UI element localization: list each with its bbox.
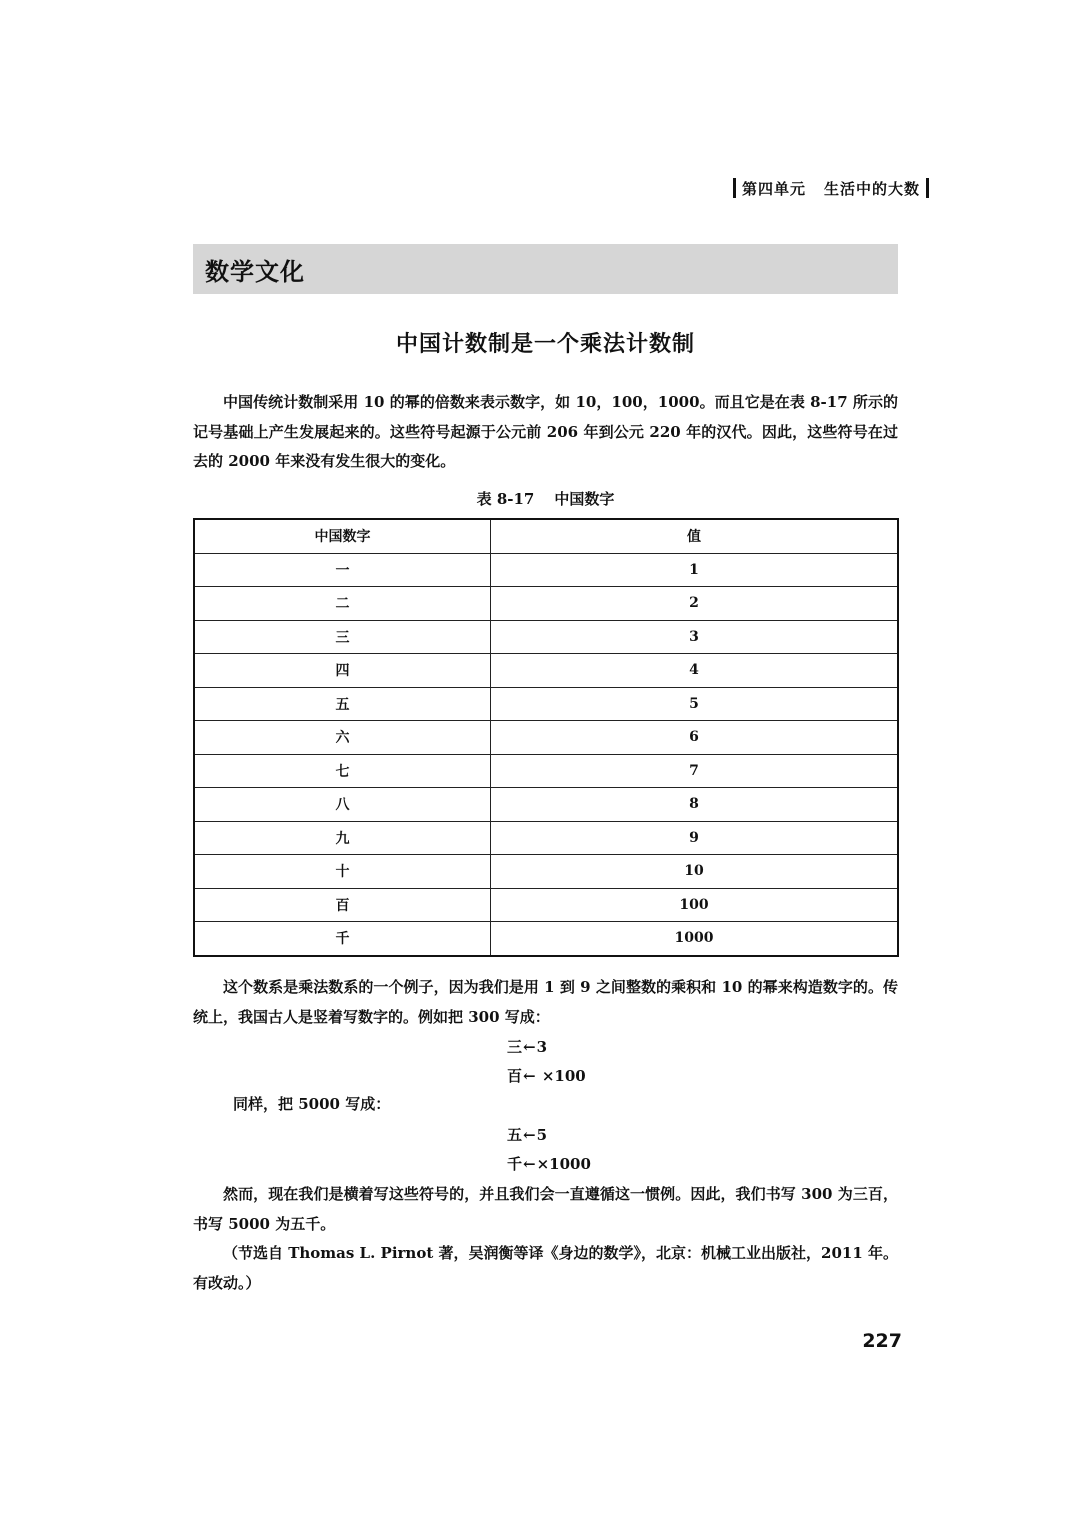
table-row xyxy=(194,855,898,889)
numeral-cell: 一 xyxy=(194,553,491,587)
table-row xyxy=(194,687,898,721)
table-row xyxy=(194,754,898,788)
value-cell: 100 xyxy=(491,888,899,922)
numeral-cell: 七 xyxy=(194,754,491,788)
example-5000-line-2 xyxy=(507,1153,591,1174)
similarly-paragraph: 同样，把 5000 写成： xyxy=(233,1095,391,1113)
value-cell: 1000 xyxy=(491,922,899,956)
table-caption-number: 表 8-17 xyxy=(476,490,535,508)
value-cell: 10 xyxy=(491,855,899,889)
chinese-numerals-table xyxy=(193,518,899,957)
example-symbol: 五 xyxy=(507,1126,523,1144)
table-caption-title: 中国数字 xyxy=(554,490,615,508)
article-title: 中国计数制是一个乘法计数制 xyxy=(395,332,695,357)
intro-paragraph: 中国传统计数制采用 10 的幂的倍数来表示数字，如 10，100，1000。而且它是在表 8-17 所示的记号基础上产生发展起来的。这些符号起源于公元前 206 年到公元 220 年的汉代。因此，这些符号在过去的 2000 年来没有发生很大的变化。 xyxy=(193,393,898,470)
table-row xyxy=(194,888,898,922)
numeral-cell: 八 xyxy=(194,788,491,822)
running-header xyxy=(727,178,935,199)
left-arrow-icon: ← xyxy=(523,1155,536,1173)
example-value: 3 xyxy=(536,1038,548,1056)
numeral-cell: 三 xyxy=(194,620,491,654)
example-300-line-1 xyxy=(507,1036,547,1057)
value-cell: 9 xyxy=(491,821,899,855)
table-row xyxy=(194,654,898,688)
value-cell: 5 xyxy=(491,687,899,721)
value-cell: 4 xyxy=(491,654,899,688)
table-header-chinese: 中国数字 xyxy=(194,519,491,553)
table-row xyxy=(194,821,898,855)
header-unit: 第四单元 xyxy=(741,180,806,198)
page-number: 227 xyxy=(862,1330,902,1352)
example-symbol: 百 xyxy=(507,1067,523,1085)
table-header-row xyxy=(194,519,898,553)
example-value: ×100 xyxy=(536,1067,586,1085)
example-5000-line-1 xyxy=(507,1124,547,1145)
value-cell: 6 xyxy=(491,721,899,755)
numeral-cell: 四 xyxy=(194,654,491,688)
numeral-cell: 九 xyxy=(194,821,491,855)
value-cell: 2 xyxy=(491,587,899,621)
example-symbol: 千 xyxy=(507,1155,523,1173)
left-arrow-icon: ← xyxy=(523,1126,536,1144)
table-caption xyxy=(193,488,898,509)
citation-paragraph: （节选自 Thomas L. Pirnot 著，吴润衡等译《身边的数学》，北京：机械工业出版社，2011 年。有改动。） xyxy=(193,1244,898,1292)
table-header-value: 值 xyxy=(491,519,899,553)
example-symbol: 三 xyxy=(507,1038,523,1056)
numeral-cell: 百 xyxy=(194,888,491,922)
left-arrow-icon: ← xyxy=(523,1038,536,1056)
table-row xyxy=(194,721,898,755)
example-300-line-2 xyxy=(507,1065,586,1086)
value-cell: 8 xyxy=(491,788,899,822)
section-banner xyxy=(193,244,898,294)
value-cell: 1 xyxy=(491,553,899,587)
table-row xyxy=(194,788,898,822)
numeral-cell: 二 xyxy=(194,587,491,621)
conclusion-paragraph: 然而，现在我们是横着写这些符号的，并且我们会一直遵循这一惯例。因此，我们书写 300 为三百，书写 5000 为五千。 xyxy=(193,1185,898,1233)
value-cell: 7 xyxy=(491,754,899,788)
header-divider-right xyxy=(926,178,929,198)
left-arrow-icon: ← xyxy=(523,1067,536,1085)
table-row xyxy=(194,922,898,956)
numeral-cell: 五 xyxy=(194,687,491,721)
table-row xyxy=(194,553,898,587)
numeral-cell: 六 xyxy=(194,721,491,755)
header-unit-title: 生活中的大数 xyxy=(823,180,920,198)
example-value: 5 xyxy=(536,1126,548,1144)
numeral-cell: 十 xyxy=(194,855,491,889)
table-row xyxy=(194,587,898,621)
numeral-cell: 千 xyxy=(194,922,491,956)
table-row xyxy=(194,620,898,654)
section-title: 数学文化 xyxy=(205,258,305,286)
value-cell: 3 xyxy=(491,620,899,654)
explanation-paragraph: 这个数系是乘法数系的一个例子，因为我们是用 1 到 9 之间整数的乘积和 10 的幂来构造数字的。传统上，我国古人是竖着写数字的。例如把 300 写成： xyxy=(193,978,898,1026)
header-divider-left xyxy=(733,178,736,198)
example-value: ×1000 xyxy=(536,1155,591,1173)
